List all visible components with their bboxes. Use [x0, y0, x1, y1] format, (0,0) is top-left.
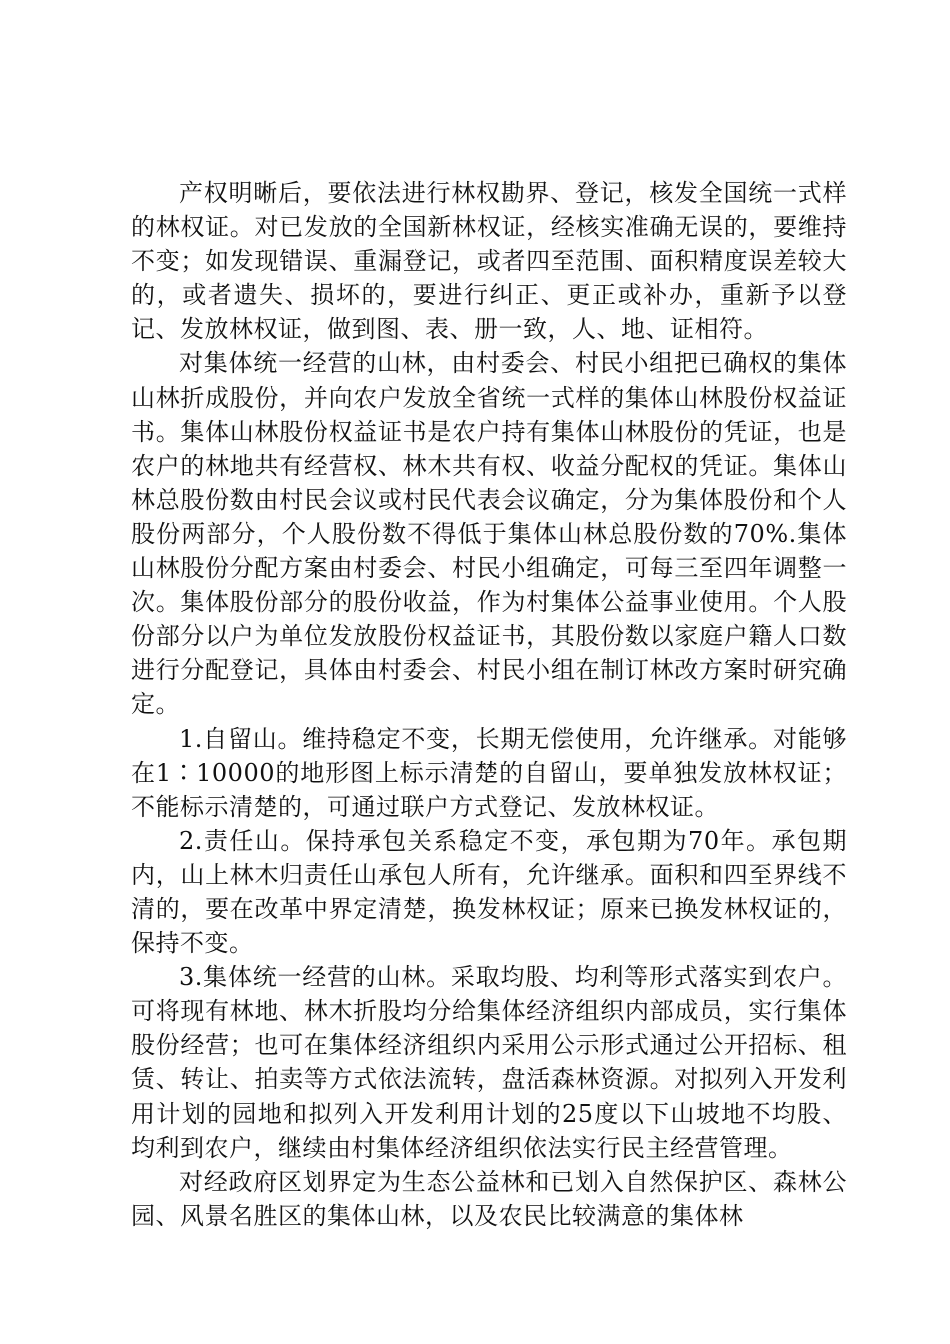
- document-body: [131, 176, 847, 1233]
- paragraph-collective-management: 3.集体统一经营的山林。采取均股、均利等形式落实到农户。可将现有林地、林木折股均分给集体经济组织内部成员，实行集体股份经营；也可在集体经济组织内采用公示形式通过公开招标、租赁、转让、拍卖等方式依法流转，盘活森林资源。对拟列入开发利用计划的园地和拟列入开发利用计划的25度以下山坡地不均股、均利到农户，继续由村集体经济组织依法实行民主经营管理。: [131, 963, 847, 1162]
- paragraph-private-hill: 1.自留山。维持稳定不变，长期无偿使用，允许继承。对能够在1∶10000的地形图上标示清楚的自留山，要单独发放林权证；不能标示清楚的，可通过联户方式登记、发放林权证。: [131, 724, 847, 821]
- paragraph-collective-shares: 对集体统一经营的山林，由村委会、村民小组把已确权的集体山林折成股份，并向农户发放全省统一式样的集体山林股份权益证书。集体山林股份权益证书是农户持有集体山林股份的凭证，也是农户的林地共有经营权、林木共有权、收益分配权的凭证。集体山林总股份数由村民会议或村民代表会议确定，分为集体股份和个人股份两部分，个人股份数不得低于集体山林总股份数的70%.集体山林股份分配方案由村委会、村民小组确定，可每三至四年调整一次。集体股份部分的股份收益，作为村集体公益事业使用。个人股份部分以户为单位发放股份权益证书，其股份数以家庭户籍人口数进行分配登记，具体由村委会、村民小组在制订林改方案时研究确定。: [131, 349, 847, 719]
- paragraph-responsibility-hill: 2.责任山。保持承包关系稳定不变，承包期为70年。承包期内，山上林木归责任山承包人所有，允许继承。面积和四至界线不清的，要在改革中界定清楚，换发林权证；原来已换发林权证的，保持不变。: [131, 826, 847, 958]
- paragraph-ecological-forest: 对经政府区划界定为生态公益林和已划入自然保护区、森林公园、风景名胜区的集体山林，以及农民比较满意的集体林: [131, 1167, 847, 1230]
- paragraph-forest-certificate: 产权明晰后，要依法进行林权勘界、登记，核发全国统一式样的林权证。对已发放的全国新林权证，经核实准确无误的，要维持不变；如发现错误、重漏登记，或者四至范围、面积精度误差较大的，或者遗失、损坏的，要进行纠正、更正或补办，重新予以登记、发放林权证，做到图、表、册一致，人、地、证相符。: [131, 179, 847, 344]
